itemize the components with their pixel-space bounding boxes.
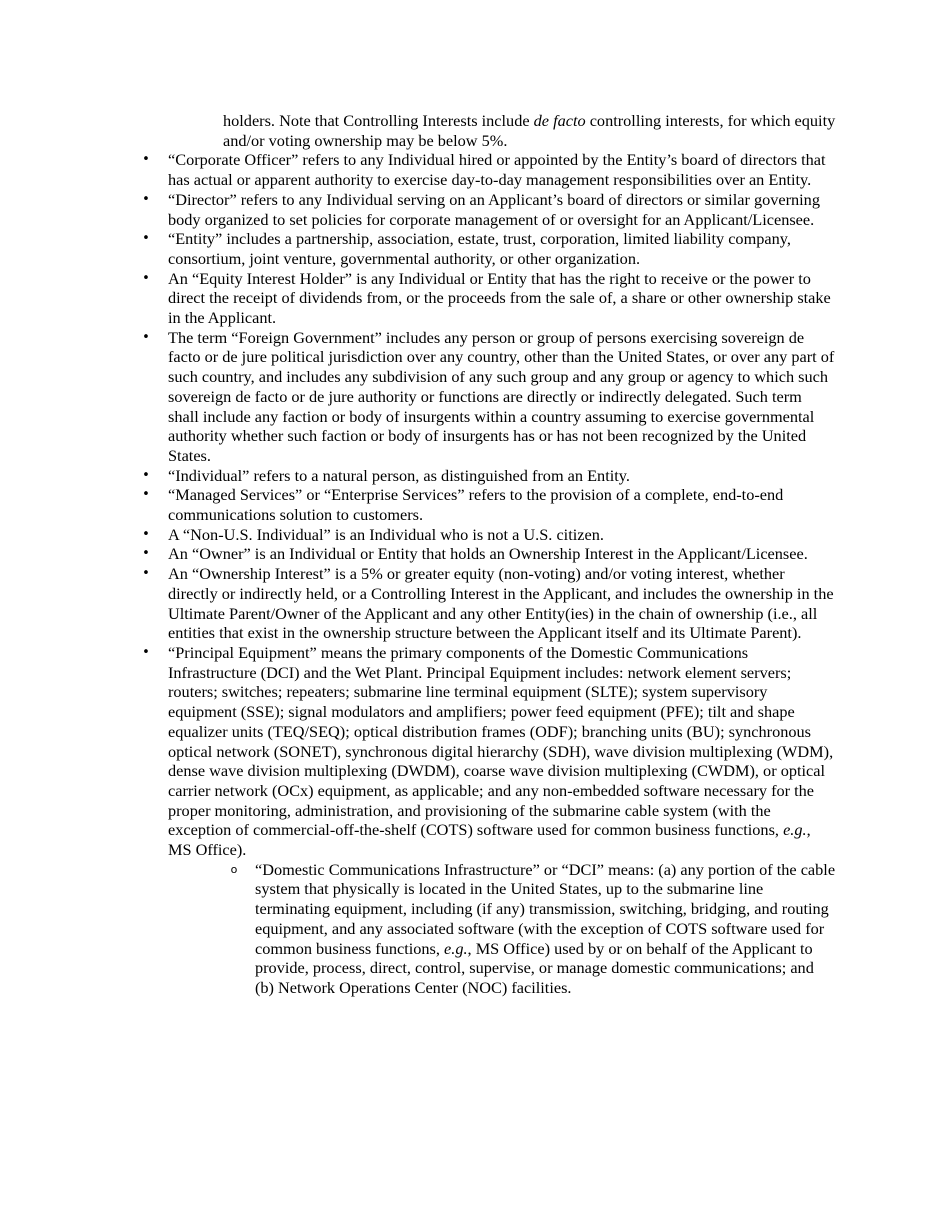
definition-text: “Managed Services” or “Enterprise Services” refers to the provision of a complete, end-to-end communications solution to customers.: [168, 485, 784, 525]
definitions-list: [136, 150, 836, 997]
bullet-icon: •: [142, 270, 150, 286]
sub-definition-italic-text: e.g.: [444, 938, 468, 958]
sub-definition-text: “Domestic Communications Infrastructure” or “DCI” means: (a) any portion of the cable system that physically is located in the United States, up to the submarine line terminating equipment, including (if any) transmission, switching, bridging, and routing equipment, and any associated software (with the exception of COTS software used for common business functions,: [255, 859, 836, 958]
definition-equity-interest-holder: [136, 269, 836, 328]
bullet-icon: •: [142, 487, 150, 503]
sub-definition-text-end: , MS Office) used by or on behalf of the Applicant to provide, process, direct, control, supervise, or manage domestic communications; and (b) Network Operations Center (NOC) facilities.: [255, 938, 814, 997]
definition-text: “Director” refers to any Individual serving on an Applicant’s board of directors or similar governing body organized to set policies for corporate management of or oversight for an Applicant/Licensee.: [168, 189, 820, 229]
bullet-icon: •: [142, 191, 150, 207]
continuation-text: holders. Note that Controlling Interests include: [223, 111, 534, 130]
bullet-icon: •: [142, 152, 150, 168]
bullet-icon: •: [142, 546, 150, 562]
definition-corporate-officer: [136, 150, 836, 189]
definition-foreign-government: [136, 328, 836, 466]
definition-text-end: , MS Office).: [168, 820, 811, 860]
definition-text: “Individual” refers to a natural person, as distinguished from an Entity.: [168, 465, 630, 485]
definition-italic-text: e.g.: [783, 820, 807, 840]
continuation-text-end: controlling interests, for which equity and/or voting ownership may be below 5%.: [223, 111, 836, 150]
definition-text: An “Equity Interest Holder” is any Individual or Entity that has the right to receive or the power to direct the receipt of dividends from, or the proceeds from the sale of, a share or other ownership stake in the Applicant.: [168, 268, 831, 328]
bullet-icon: •: [142, 467, 150, 483]
sub-definitions-list: [168, 860, 836, 998]
definition-text: “Entity” includes a partnership, association, estate, trust, corporation, limited liability company, consortium, joint venture, governmental authority, or other organization.: [168, 229, 791, 268]
page-content: [136, 111, 836, 998]
definition-director: [136, 190, 836, 229]
bullet-icon: •: [142, 526, 150, 542]
definition-individual: [136, 466, 836, 486]
definition-text: A “Non-U.S. Individual” is an Individual who is not a U.S. citizen.: [168, 524, 604, 544]
definition-owner: [136, 544, 836, 564]
definition-text: An “Ownership Interest” is a 5% or greater equity (non-voting) and/or voting interest, whether directly or indirectly held, or a Controlling Interest in the Applicant, and includes the ownership in the Ultimate Parent/Owner of the Applicant and any other Entity(ies) in the chain of ownership (i.e., all entities that exist in the ownership structure between the Applicant itself and its Ultimate Parent).: [168, 564, 834, 643]
bullet-icon: •: [142, 231, 150, 247]
definition-text: “Principal Equipment” means the primary components of the Domestic Communications Infrastructure (DCI) and the Wet Plant. Principal Equipment includes: network element servers; routers; switches; repeaters; submarine line terminal equipment (SLTE); system supervisory equipment (SSE); signal modulators and amplifiers; power feed equipment (PFE); tilt and shape equalizer units (TEQ/SEQ); optical distribution frames (ODF); branching units (BU); synchronous optical network (SONET), synchronous digital hierarchy (SDH), wave division multiplexing (WDM), dense wave division multiplexing (DWDM), coarse wave division multiplexing (CWDM), or optical carrier network (OCx) equipment, as applicable; and any non-embedded software necessary for the proper monitoring, administration, and provisioning of the submarine cable system (with the exception of commercial-off-the-shelf (COTS) software used for common business functions,: [168, 642, 834, 840]
bullet-icon: •: [142, 329, 150, 345]
continuation-italic-text: de facto: [533, 111, 586, 130]
definition-entity: [136, 229, 836, 268]
definition-ownership-interest: [136, 564, 836, 643]
continuation-paragraph: [136, 111, 836, 150]
circle-bullet-icon: o: [230, 862, 238, 876]
definition-principal-equipment: [136, 643, 836, 998]
definition-text: An “Owner” is an Individual or Entity that holds an Ownership Interest in the Applicant/Licensee.: [168, 544, 808, 564]
sub-definition-dci: [168, 860, 836, 998]
definition-text: The term “Foreign Government” includes any person or group of persons exercising sovereign de facto or de jure political jurisdiction over any country, other than the United States, or over any part of such country, and includes any subdivision of any such group and any group or agency to which such sovereign de facto or de jure authority or functions are directly or indirectly delegated. Such term shall include any faction or body of insurgents within a country assuming to exercise governmental authority whether such faction or body of insurgents has or has not been recognized by the United States.: [168, 327, 835, 465]
definition-non-us-individual: [136, 525, 836, 545]
bullet-icon: •: [142, 644, 150, 660]
bullet-icon: •: [142, 566, 150, 582]
definition-text: “Corporate Officer” refers to any Individual hired or appointed by the Entity’s board of directors that has actual or apparent authority to exercise day-to-day management responsibilities over an Entity.: [168, 150, 826, 190]
definition-managed-services: [136, 485, 836, 524]
